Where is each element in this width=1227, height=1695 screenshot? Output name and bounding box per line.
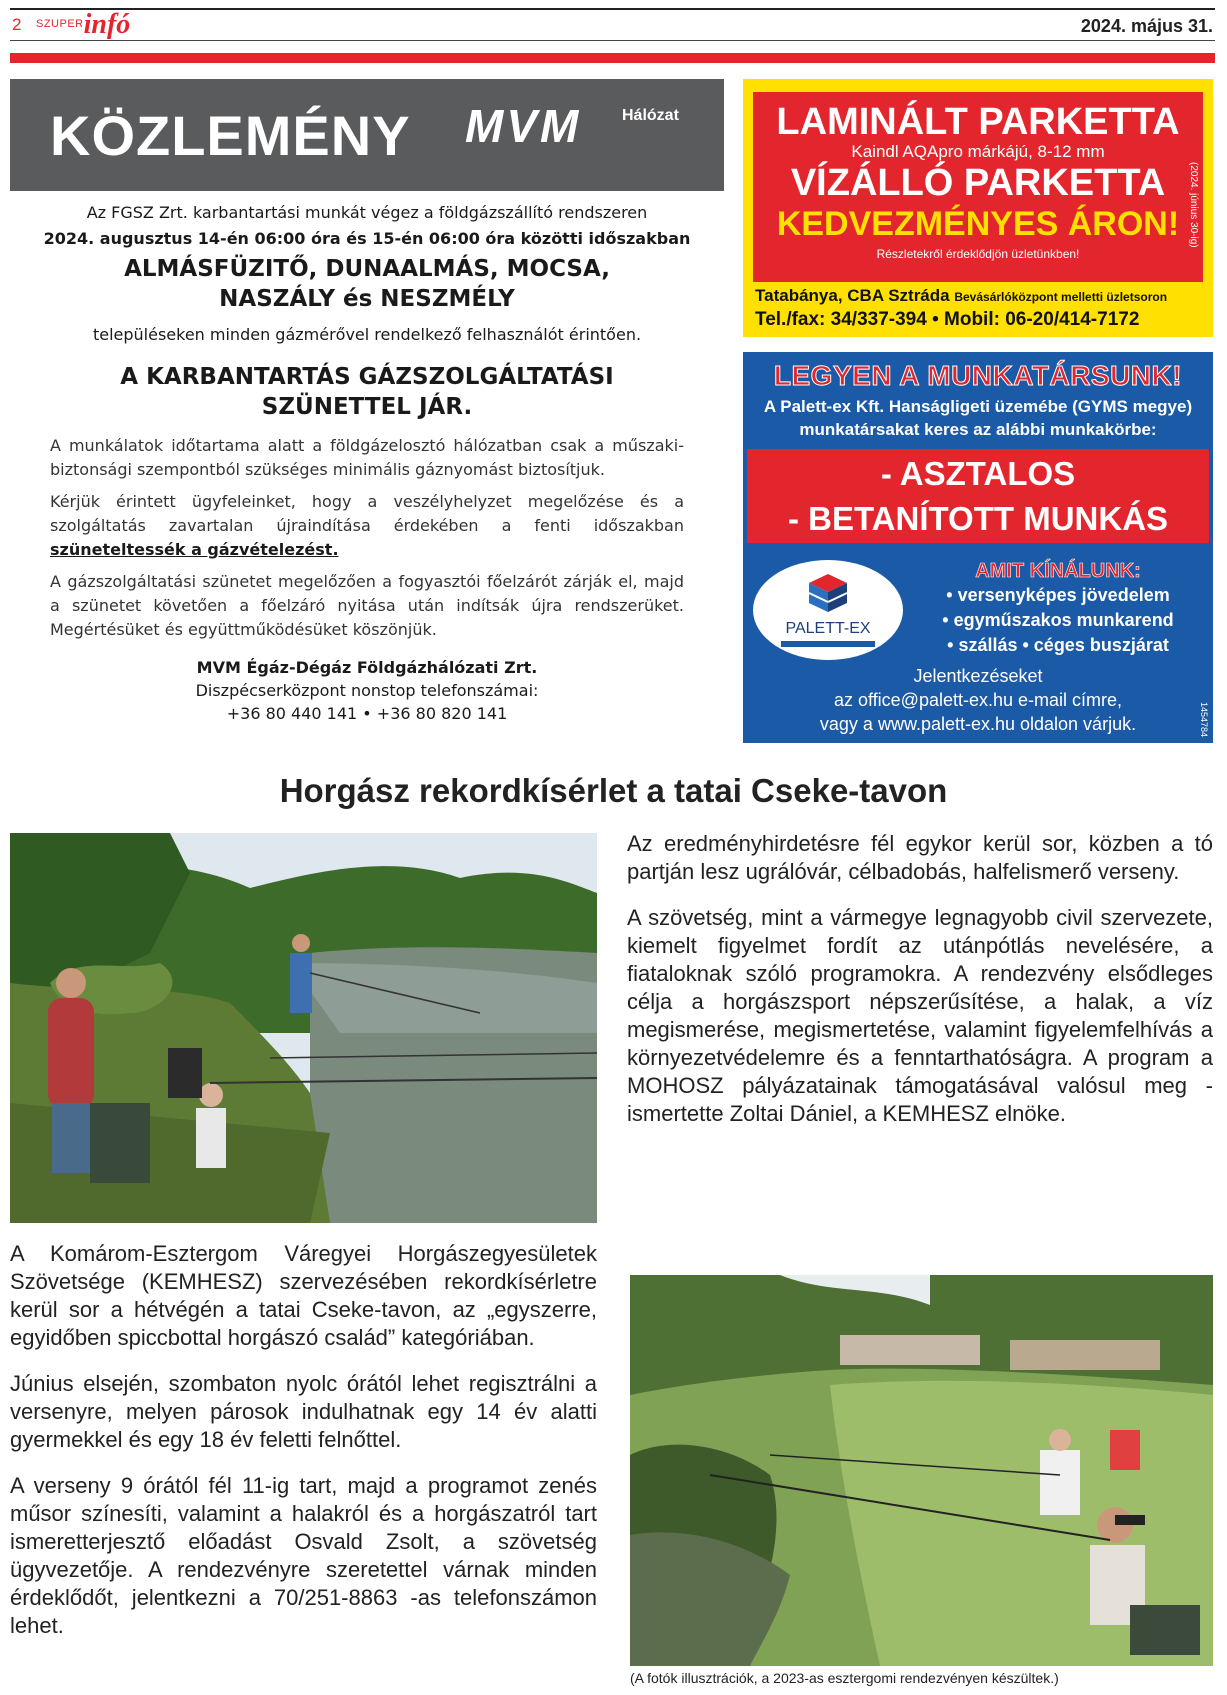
jobs-ad-headline: LEGYEN A MUNKATÁRSUNK! xyxy=(773,360,1183,391)
notice-dispatch: Diszpécserközpont nonstop telefonszámai: xyxy=(195,681,539,700)
top-rule xyxy=(10,8,1215,10)
mvm-logo: MVM xyxy=(465,100,582,152)
page-header xyxy=(10,9,1215,40)
jobs-ad-offer xyxy=(903,560,1213,658)
parquet-ad-address-main: Tatabánya, CBA Sztráda xyxy=(755,286,950,305)
notice-para-2-text: Kérjük érintett ügyfeleinket, hogy a veszélyhelyzet megelőzése és a szolgáltatás zavartalan újraindítása érdekében a fenti időszakban xyxy=(50,492,684,535)
palett-ex-logo-bar xyxy=(781,641,875,647)
notice-headline-2: SZÜNETTEL JÁR. xyxy=(261,394,473,420)
jobs-ad-position-1: - ASZTALOS xyxy=(880,455,1076,492)
notice-towns-2: NASZÁLY és NESZMÉLY xyxy=(219,286,515,312)
jobs-ad-positions xyxy=(747,449,1209,543)
jobs-ad-offer-3: • szállás • céges buszjárat xyxy=(947,635,1169,655)
parquet-ad xyxy=(743,79,1213,337)
notice-company: MVM Égáz-Dégáz Földgázhálózati Zrt. xyxy=(196,658,538,677)
article-paragraph: Az eredményhirdetésre fél egykor kerül sor, közben a tó partján lesz ugrálóvár, célbadobás, halfelismerő verseny. xyxy=(627,831,1213,884)
article-paragraph: A szövetség, mint a vármegye legnagyobb civil szervezete, kiemelt figyelmet fordít az utánpótlás nevelésére, a fiataloknak szóló programokra. A rendezvény elsődleges célja a horgászsport népszerűsítése, a halak, a víz megismerése, megismertetése, valamint figyelemfelhívás a környezetvédelemre és a fenntarthatóságra. A program a MOHOSZ pályázatainak támogatásával valósul meg - ismertette Zoltai Dániel, a KEMHESZ elnöke. xyxy=(627,905,1213,1126)
notice-towns-1: ALMÁSFÜZITŐ, DUNAALMÁS, MOCSA, xyxy=(124,256,610,282)
parquet-ad-address xyxy=(755,286,1167,306)
brand-large: infó xyxy=(83,9,131,40)
article-left-column xyxy=(10,1240,597,1658)
notice-intro: Az FGSZ Zrt. karbantartási munkát végez a földgázszállító rendszeren xyxy=(86,203,648,222)
jobs-ad-code: 1454784 xyxy=(1199,701,1209,737)
issue-date: 2024. május 31. xyxy=(1080,16,1213,36)
notice-phones: +36 80 440 141 • +36 80 820 141 xyxy=(226,704,508,723)
notice-body xyxy=(10,200,724,725)
notice-para-2 xyxy=(10,490,724,562)
jobs-ad-offer-1: • versenyképes jövedelem xyxy=(946,585,1170,605)
brand-small: SZUPER xyxy=(36,18,84,30)
jobs-ad-offer-title: AMIT KÍNÁLUNK: xyxy=(975,560,1141,582)
parquet-ad-red-box xyxy=(753,92,1203,282)
parquet-ad-line-4: KEDVEZMÉNYES ÁRON! xyxy=(776,205,1180,243)
article-right-column xyxy=(627,830,1213,1146)
brand-logo xyxy=(36,9,131,40)
jobs-ad-apply xyxy=(743,664,1213,736)
parquet-ad-line-1: LAMINÁLT PARKETTA xyxy=(776,101,1180,143)
fishing-photo-2 xyxy=(630,1275,1213,1666)
article-paragraph: A Komárom-Esztergom Váregyei Horgászegyesületek Szövetsége (KEMHESZ) szervezésében rekordkísérletre kerül sor a hétvégén a tatai Cseke-tavon, az „egyszerre, egyidőben spiccbottal horgászó család” kategóriában. xyxy=(10,1241,597,1350)
parquet-ad-line-3: VÍZÁLLÓ PARKETTA xyxy=(790,162,1166,204)
jobs-ad-apply-2: az office@palett-ex.hu e-mail címre, xyxy=(833,690,1123,710)
article-title: Horgász rekordkísérlet a tatai Cseke-tavon xyxy=(279,772,948,809)
article-paragraph: Június elsején, szombaton nyolc órától lehet regisztrálni a versenyre, melyen párosok indulhatnak egy 14 év alatti gyermekkel és egy 18 év feletti felnőttel. xyxy=(10,1371,597,1452)
notice-para-3: A gázszolgáltatási szünetet megelőzően a fogyasztói főelzárót zárják el, majd a szünetet követően a főelzáró nyitása után indítsák újra rendszerüket. Megértésüket és együttműködésüket köszönjük. xyxy=(50,572,684,639)
notice-towns xyxy=(10,254,724,314)
jobs-ad-intro-1: A Palett-ex Kft. Hanságligeti üzemébe (GYMS megye) xyxy=(763,397,1193,416)
notice-para-1: A munkálatok időtartama alatt a földgázelosztó hálózatban csak a műszaki-biztonsági szempontból szükséges minimális gáznyomást biztosítjuk. xyxy=(50,436,684,479)
photo-caption: (A fotók illusztrációk, a 2023-as esztergomi rendezvényen készültek.) xyxy=(630,1670,1059,1686)
parquet-ad-line-2: Kaindl AQApro márkájú, 8-12 mm xyxy=(851,142,1105,161)
jobs-ad-position-2: - BETANÍTOTT MUNKÁS xyxy=(787,500,1169,537)
palett-ex-logo xyxy=(753,560,903,660)
jobs-ad-intro-2: munkatársakat keres az alábbi munkakörbe: xyxy=(799,420,1157,439)
notice-affected: településeken minden gázmérővel rendelkező felhasználót érintően. xyxy=(92,325,642,344)
notice-period: 2024. augusztus 14-én 06:00 óra és 15-én 06:00 óra közötti időszakban xyxy=(43,229,691,248)
notice-headline xyxy=(10,362,724,422)
cube-logo-icon xyxy=(807,572,849,614)
notice-para-2-emphasis: szüneteltessék a gázvételezést. xyxy=(50,540,339,559)
parquet-ad-validity: (2024. június 30-ig) xyxy=(1188,162,1199,248)
jobs-ad xyxy=(743,352,1213,743)
parquet-ad-line-5: Részletekről érdeklődjön üzletünkben! xyxy=(876,247,1080,261)
fishing-photo-1 xyxy=(10,833,597,1223)
jobs-ad-apply-1: Jelentkezéseket xyxy=(913,666,1043,686)
page-number: 2 xyxy=(12,15,22,34)
header-rule xyxy=(10,40,1215,41)
palett-ex-logo-name: PALETT-EX xyxy=(785,620,871,637)
notice-signature xyxy=(10,656,724,725)
notice-header xyxy=(10,79,724,191)
mvm-logo-sub: Hálózat xyxy=(622,107,679,124)
jobs-ad-offer-2: • egyműszakos munkarend xyxy=(942,610,1174,630)
parquet-ad-phone: Tel./fax: 34/337-394 • Mobil: 06-20/414-7172 xyxy=(755,309,1140,330)
parquet-ad-address-small: Bevásárlóközpont melletti üzletsoron xyxy=(954,290,1168,304)
notice-title: KÖZLEMÉNY xyxy=(50,104,411,167)
red-bar xyxy=(10,53,1215,63)
jobs-ad-apply-3: vagy a www.palett-ex.hu oldalon várjuk. xyxy=(819,714,1137,734)
article-paragraph: A verseny 9 órától fél 11-ig tart, majd a programot zenés műsor színesíti, valamint a halakról és a horgászatról tart ismeretterjesztő előadást Osvald Zsolt, a szövetség ügyvezetője. A rendezvényre szeretettel várnak minden érdeklődőt, jelentkezni a 70/251-8863 -as telefonszámon lehet. xyxy=(10,1473,597,1638)
notice-headline-1: A KARBANTARTÁS GÁZSZOLGÁLTATÁSI xyxy=(120,364,614,390)
jobs-ad-intro xyxy=(743,395,1213,441)
